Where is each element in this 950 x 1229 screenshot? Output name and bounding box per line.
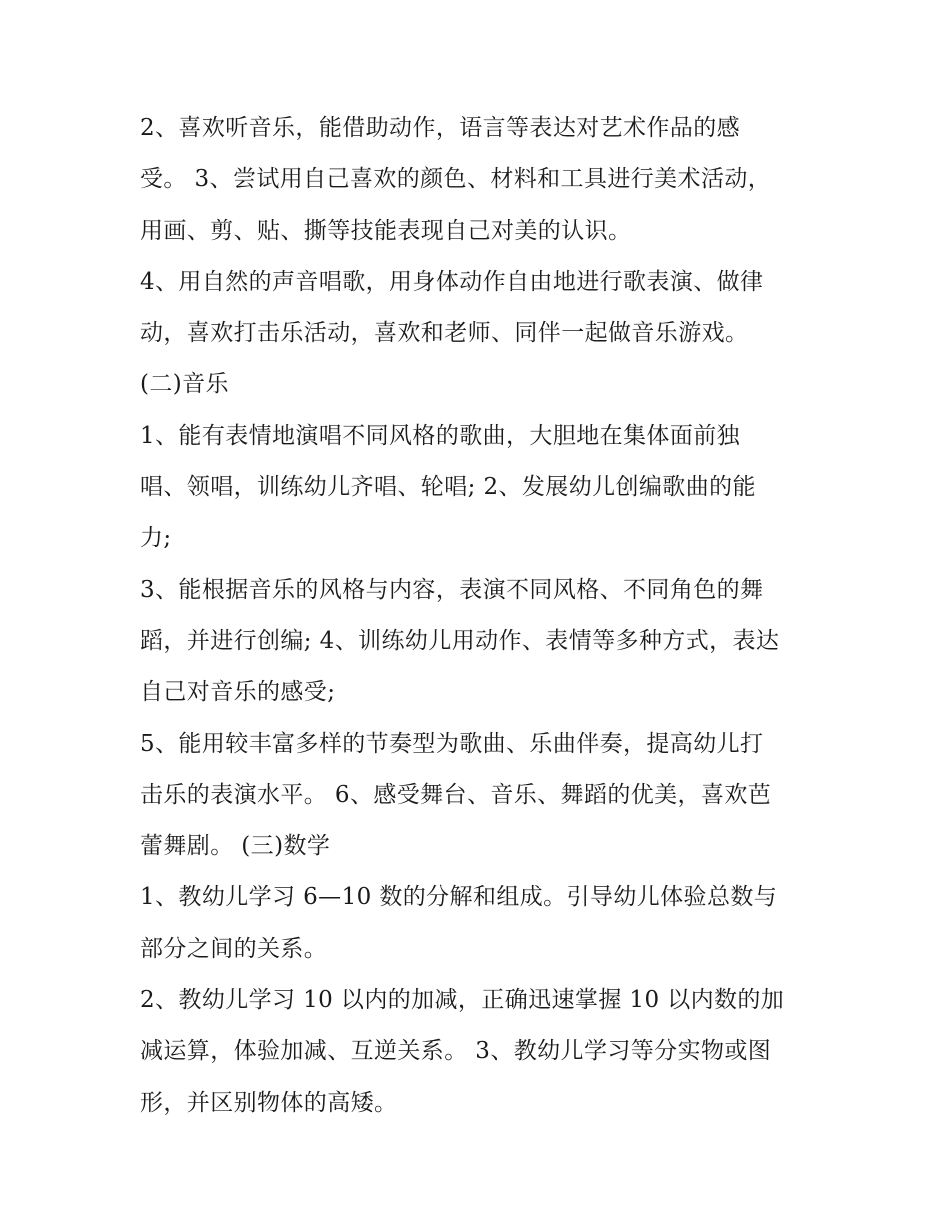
text-line: 用画、剪、贴、撕等技能表现自己对美的认识。 — [140, 217, 632, 244]
text-line: 蕾舞剧。 (三)数学 — [140, 833, 331, 860]
text-line: 动，喜欢打击乐活动，喜欢和老师、同伴一起做音乐游戏。 — [140, 320, 749, 347]
text-line: 自己对音乐的感受; — [140, 679, 336, 706]
text-line: 2、教幼儿学习 10 以内的加减，正确迅速掌握 10 以内数的加 — [140, 987, 785, 1014]
section-heading-music: (二)音乐 — [140, 371, 229, 398]
text-line: 蹈，并进行创编; 4、训练幼儿用动作、表情等多种方式，表达 — [140, 627, 780, 654]
text-line: 减运算，体验加减、互逆关系。 3、教幼儿学习等分实物或图 — [140, 1038, 772, 1065]
text-line: 形，并区别物体的高矮。 — [140, 1089, 398, 1116]
text-line: 5、能用较丰富多样的节奏型为歌曲、乐曲伴奏，提高幼儿打 — [140, 730, 764, 757]
text-line: 2、喜欢听音乐，能借助动作，语言等表达对艺术作品的感 — [140, 115, 741, 141]
text-line: 受。 3、尝试用自己喜欢的颜色、材料和工具进行美术活动， — [140, 166, 772, 193]
text-line: 唱、领唱，训练幼儿齐唱、轮唱; 2、发展幼儿创编歌曲的能 — [140, 474, 756, 501]
text-line: 1、能有表情地演唱不同风格的歌曲，大胆地在集体面前独 — [140, 422, 741, 449]
text-line: 部分之间的关系。 — [140, 935, 328, 962]
text-line: 力; — [140, 525, 172, 552]
text-line: 1、教幼儿学习 6—10 数的分解和组成。引导幼儿体验总数与 — [140, 884, 778, 911]
text-line: 3、能根据音乐的风格与内容，表演不同风格、不同角色的舞 — [140, 576, 764, 603]
document-body — [140, 103, 820, 1129]
text-line: 4、用自然的声音唱歌，用身体动作自由地进行歌表演、做律 — [140, 268, 764, 295]
text-line: 击乐的表演水平。 6、感受舞台、音乐、舞蹈的优美，喜欢芭 — [140, 781, 772, 808]
